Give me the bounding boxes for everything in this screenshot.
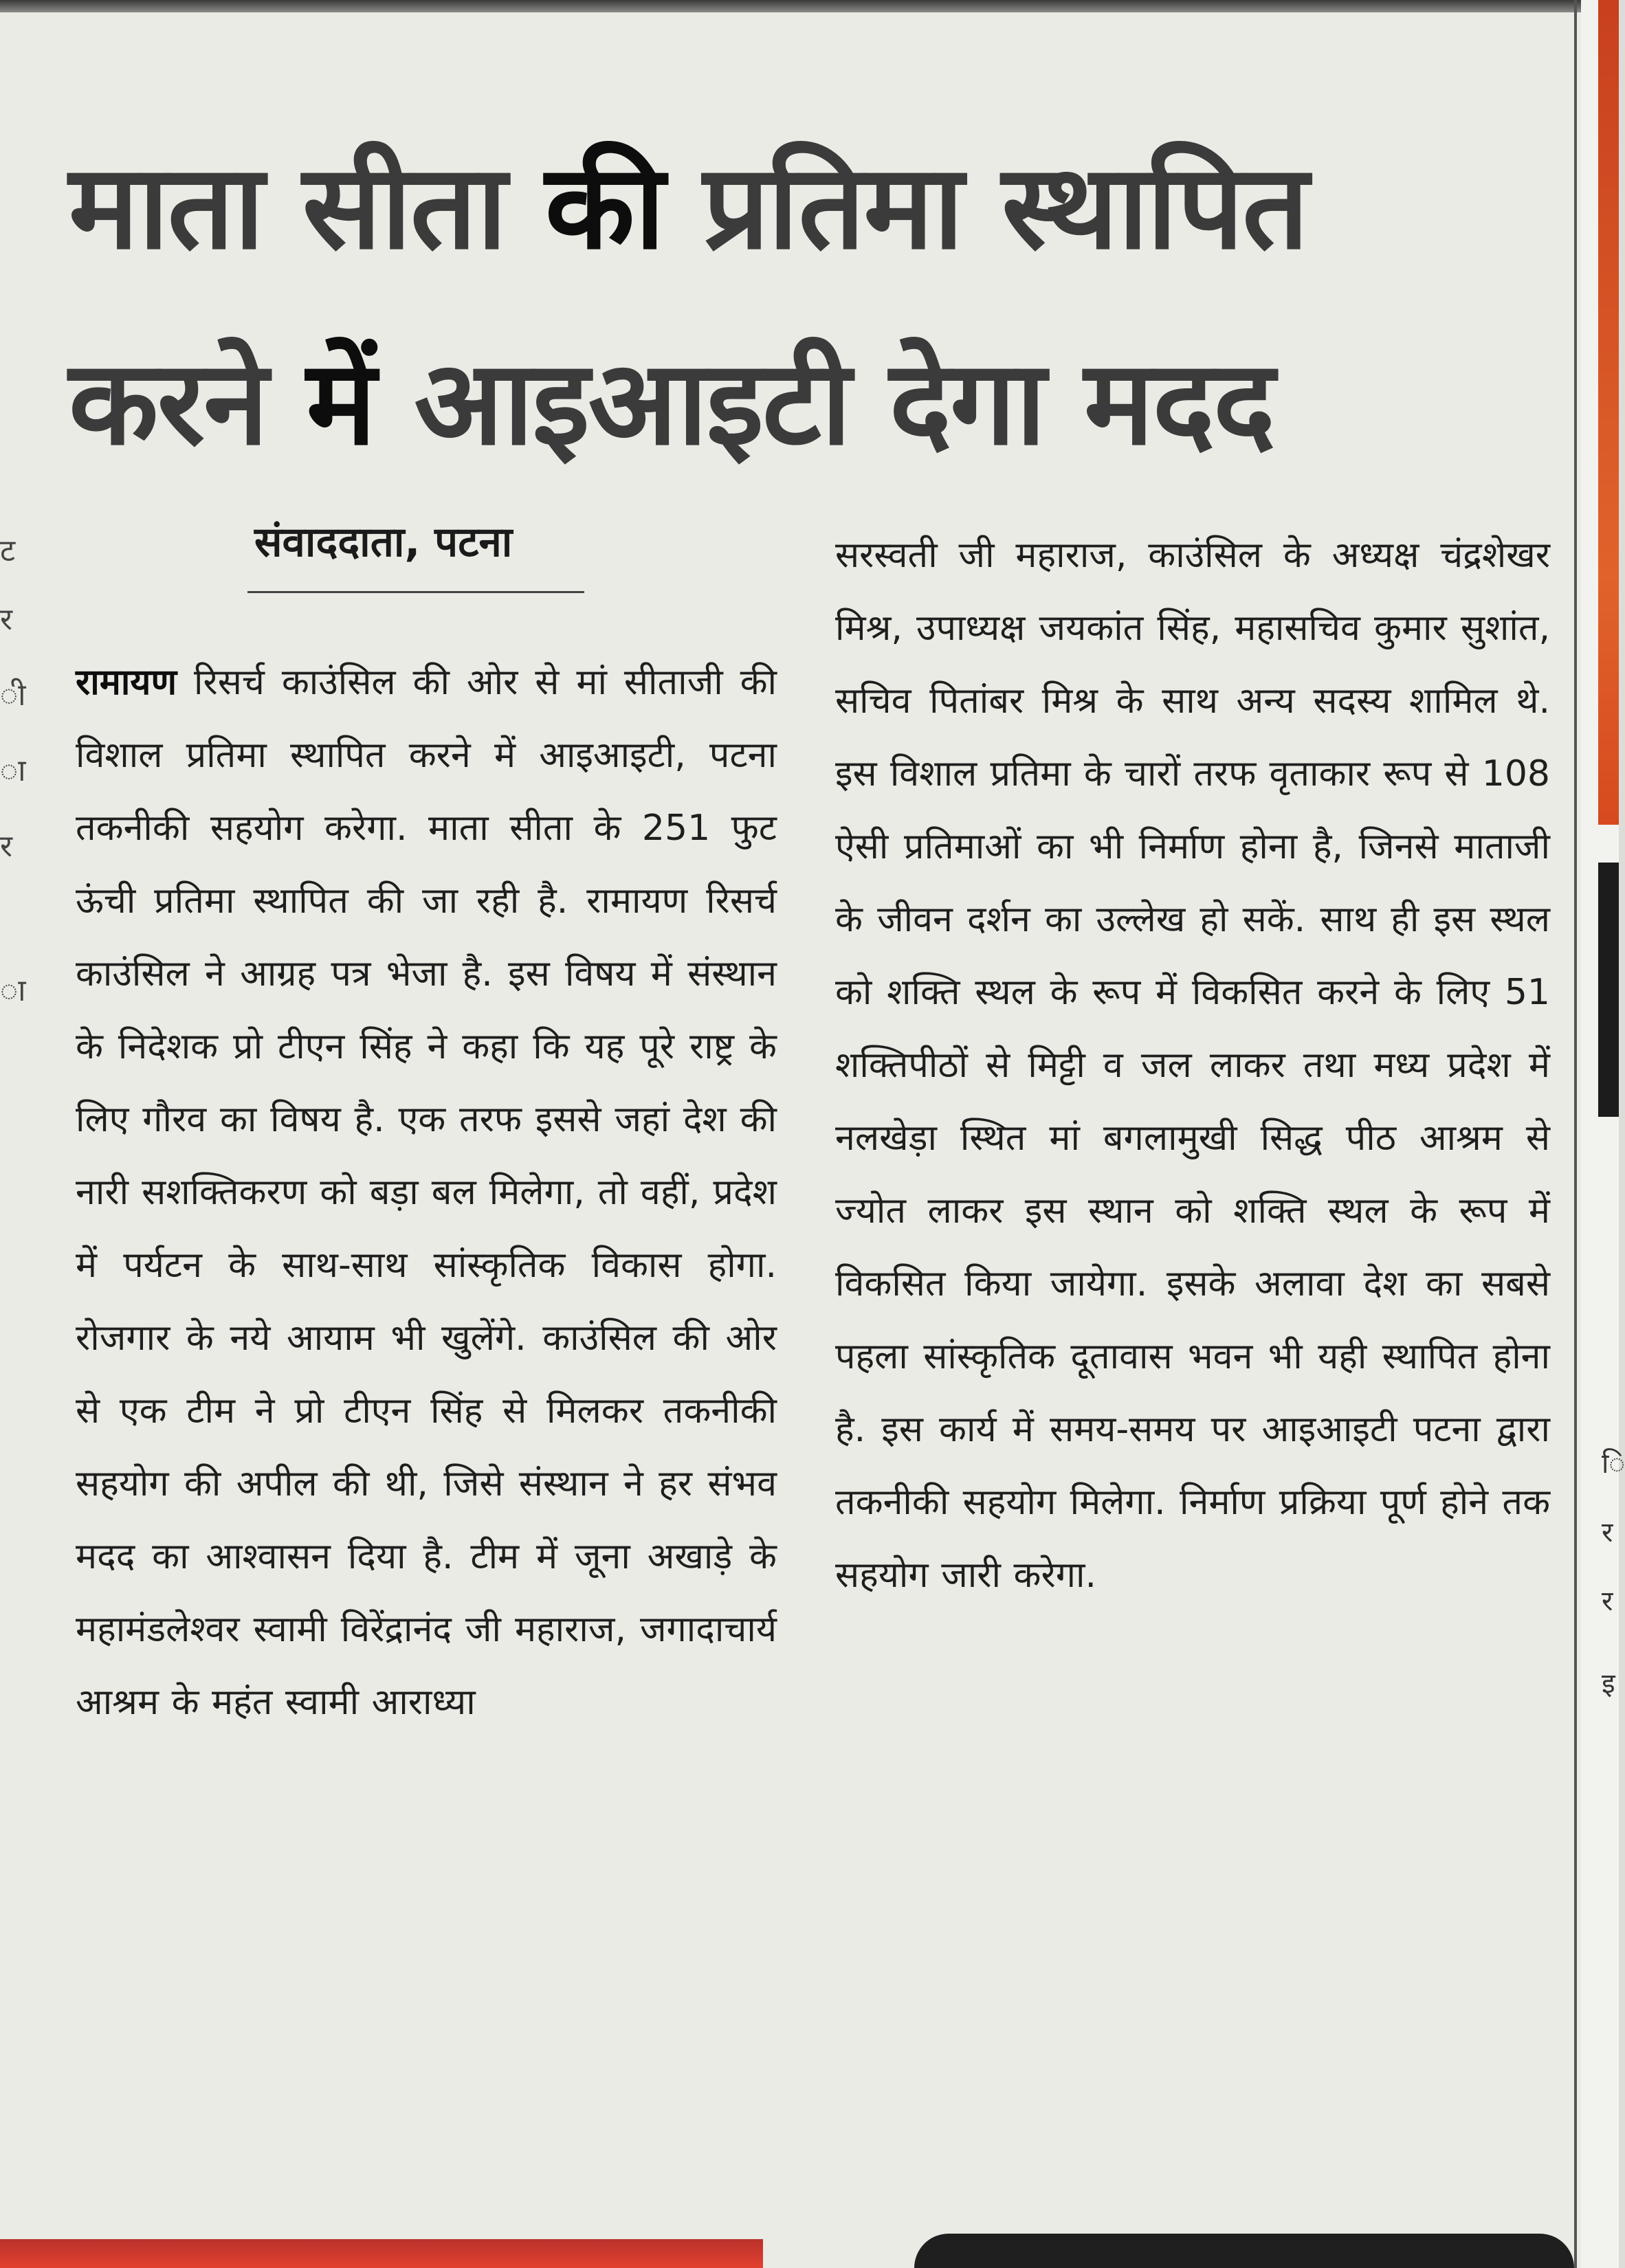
- right-edge-fragment: इ: [1602, 1668, 1615, 1700]
- byline-divider: [247, 591, 584, 593]
- right-edge-fragment: र: [1602, 1586, 1613, 1617]
- article-body-left: रिसर्च काउंसिल की ओर से मां सीताजी की विशाल प्रतिमा स्थापित करने में आइआइटी, पटना तकनीकी सहयोग करेगा. माता सीता के 251 फुट ऊंची प्रतिमा स्थापित की जा रही है. रामायण रिसर्च काउंसिल ने आग्रह पत्र भेजा है. इस विषय में संस्थान के निदेशक प्रो टीएन सिंह ने कहा कि यह पूरे राष्ट्र के लिए गौरव का विषय है. एक तरफ इससे जहां देश की नारी सशक्तिकरण को बड़ा बल मिलेगा, तो वहीं, प्रदेश में पर्यटन के साथ-साथ सांस्कृतिक विकास होगा. रोजगार के नये आयाम भी खुलेंगे. काउंसिल की ओर से एक टीम ने प्रो टीएन सिंह से मिलकर तकनीकी सहयोग की अपील की थी, जिसे संस्थान ने हर संभव मदद का आश्वासन दिया है. टीम में जूना अखाड़े के महामंडलेश्वर स्वामी विरेंद्रानंद जी महाराज, जगादाचार्य आश्रम के महंत स्वामी आराध्या: [76, 662, 777, 1723]
- left-edge-fragment: र: [0, 602, 12, 637]
- right-red-banner: [1598, 0, 1619, 825]
- headline-line-1: [69, 110, 1567, 306]
- headline-line-2: [69, 306, 1567, 502]
- bottom-next-headline-fragment: [914, 2234, 1574, 2268]
- right-edge-fragment: ि: [1602, 1448, 1625, 1480]
- byline: संवाददाता, पटना: [254, 518, 513, 566]
- column-rule-right: [1574, 0, 1577, 2268]
- left-edge-fragment: ट: [0, 533, 16, 568]
- top-edge-band: [0, 0, 1581, 12]
- headline-text: आइआइटी देगा मदद: [375, 335, 1274, 471]
- headline-text: प्रतिमा स्थापित: [663, 140, 1308, 276]
- article-lead-word: रामायण: [76, 662, 177, 703]
- headline-text-bold: में: [306, 335, 375, 471]
- article-body-right: सरस्वती जी महाराज, काउंसिल के अध्यक्ष चंद्रशेखर मिश्र, उपाध्यक्ष जयकांत सिंह, महासचिव कुमार सुशांत, सचिव पितांबर मिश्र के साथ अन्य सदस्य शामिल थे. इस विशाल प्रतिमा के चारों तरफ वृताकार रूप से 108 ऐसी प्रतिमाओं का भी निर्माण होना है, जिनसे माताजी के जीवन दर्शन का उल्लेख हो सकें. साथ ही इस स्थल को शक्ति स्थल के रूप में विकसित करने के लिए 51 शक्तिपीठों से मिट्टी व जल लाकर तथा मध्य प्रदेश में नलखेड़ा स्थित मां बगलामुखी सिद्ध पीठ आश्रम से ज्योत लाकर इस स्थान को शक्ति स्थल के रूप में विकसित किया जायेगा. इसके अलावा देश का सबसे पहला सांस्कृतिक दूतावास भवन भी यही स्थापित होना है. इस कार्य में समय-समय पर आइआइटी पटना द्वारा तकनीकी सहयोग मिलेगा. निर्माण प्रक्रिया पूर्ण होने तक सहयोग जारी करेगा.: [835, 535, 1550, 1596]
- left-edge-fragment: ा: [0, 753, 26, 788]
- headline-text-bold: की: [544, 140, 664, 276]
- left-edge-fragment: ी: [0, 678, 26, 713]
- headline-text: करने: [69, 335, 307, 471]
- left-edge-fragment: ा: [0, 973, 26, 1008]
- right-dark-block: [1598, 863, 1619, 1117]
- bottom-red-strip: [0, 2239, 763, 2268]
- left-edge-fragment: र: [0, 829, 12, 864]
- headline: [69, 110, 1567, 502]
- article-column-right: [835, 519, 1550, 1612]
- headline-text: माता सीता: [69, 140, 545, 276]
- article-column-left: [76, 646, 777, 1739]
- right-edge-fragment: र: [1602, 1517, 1613, 1548]
